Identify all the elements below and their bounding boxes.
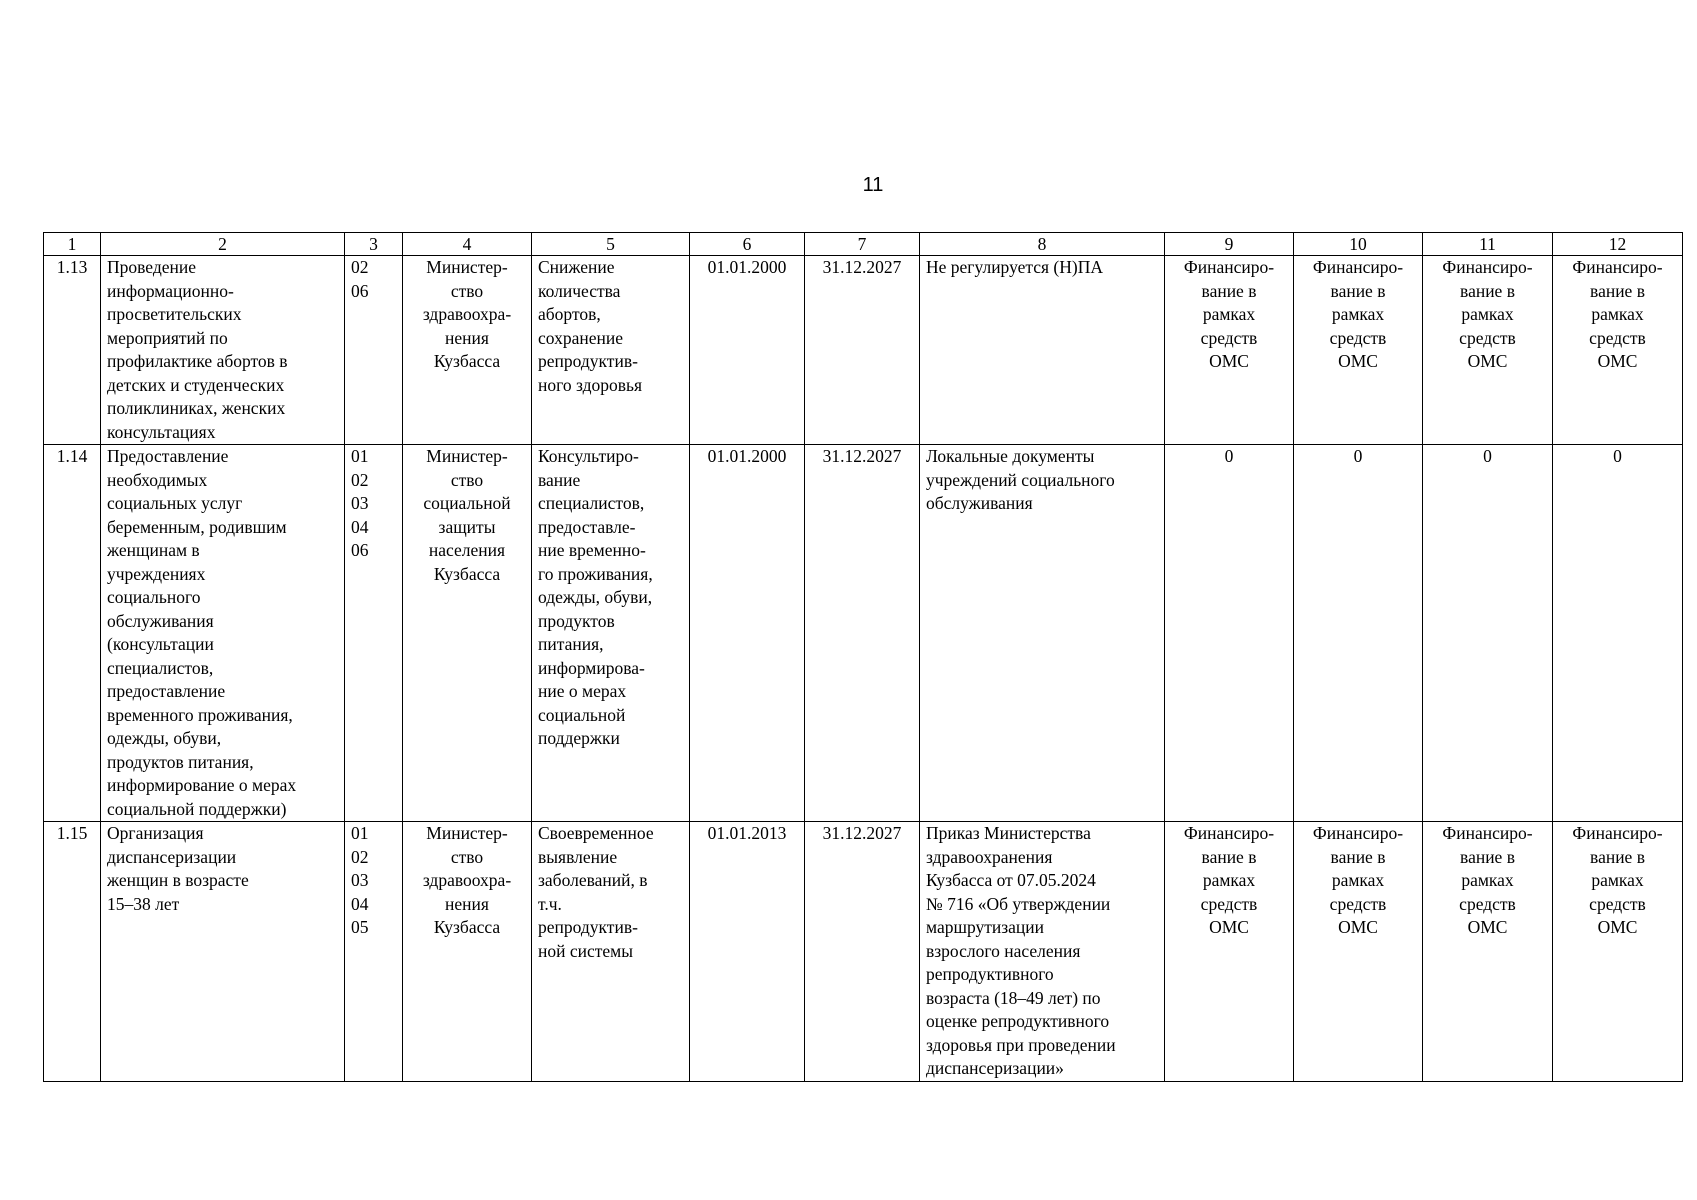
text-line: одежды, обуви,: [107, 728, 222, 748]
text-line: т.ч.: [538, 893, 562, 914]
text-line: вание в: [1330, 280, 1386, 301]
text-line: средств: [1200, 893, 1258, 914]
text-line: рамках: [1202, 304, 1256, 324]
text-line: продуктов: [538, 610, 615, 631]
funding-cell: [1165, 256, 1294, 445]
text-line: ство: [450, 469, 484, 490]
text-line: 0: [1224, 446, 1234, 466]
text-line: консультациях: [107, 421, 216, 442]
text-line: вание в: [1201, 846, 1257, 867]
text-line: поддержки: [538, 728, 620, 748]
text-line: Снижение: [538, 257, 615, 277]
text-line: Своевременное: [538, 823, 654, 843]
text-line: социальной: [538, 704, 626, 725]
row-number: 1.15: [44, 822, 101, 1082]
text-line: № 716 «Об утверждении: [926, 893, 1111, 914]
text-line: 0: [1483, 446, 1492, 466]
text-line: питания,: [538, 634, 604, 654]
text-line: Финансиро-: [1312, 823, 1404, 843]
end-date: 31.12.2027: [805, 256, 920, 445]
start-date: 01.01.2000: [690, 445, 805, 822]
text-line: диспансеризации: [107, 846, 237, 867]
table-row: [44, 445, 1683, 822]
column-header: 12: [1553, 233, 1683, 256]
text-line: 15–38 лет: [107, 893, 180, 914]
text-line: Организация: [107, 823, 204, 843]
text-line: Министер-: [426, 257, 508, 277]
text-line: просветительских: [107, 304, 242, 324]
row-number: 1.13: [44, 256, 101, 445]
text-line: Кузбасса: [433, 351, 501, 371]
text-line: 0: [1613, 446, 1622, 466]
npa-cell: [920, 256, 1165, 445]
codes-cell: [345, 256, 403, 445]
code: 02: [351, 846, 369, 867]
column-header: 9: [1165, 233, 1294, 256]
end-date: 31.12.2027: [805, 822, 920, 1082]
code: 06: [351, 540, 369, 560]
text-line: профилактике абортов в: [107, 351, 288, 371]
codes-cell: [345, 822, 403, 1082]
funding-cell: [1553, 256, 1683, 445]
text-line: количества: [538, 280, 621, 301]
column-header: 2: [101, 233, 345, 256]
text-line: учреждений социального: [926, 469, 1115, 490]
code: 05: [351, 917, 369, 937]
text-line: здравоохра-: [422, 870, 512, 890]
table-row: [44, 822, 1683, 1082]
text-line: ОМС: [1597, 917, 1638, 937]
text-line: рамках: [1591, 870, 1644, 890]
text-line: 0: [1353, 446, 1363, 466]
funding-cell: [1294, 445, 1423, 822]
text-line: Финансиро-: [1442, 257, 1533, 277]
column-header: 3: [345, 233, 403, 256]
event-cell: [101, 256, 345, 445]
text-line: вание в: [1201, 280, 1257, 301]
code: 01: [351, 823, 369, 843]
column-header: 8: [920, 233, 1165, 256]
text-line: Министер-: [426, 446, 508, 466]
text-line: защиты: [438, 516, 496, 537]
text-line: поликлиниках, женских: [107, 398, 286, 418]
text-line: Финансиро-: [1442, 823, 1533, 843]
column-header: 1: [44, 233, 101, 256]
text-line: предоставле-: [538, 516, 636, 537]
funding-cell: [1553, 445, 1683, 822]
text-line: нения: [445, 327, 489, 348]
result-cell: [532, 822, 690, 1082]
funding-cell: [1423, 822, 1553, 1082]
funding-cell: [1423, 256, 1553, 445]
text-line: вание в: [1460, 280, 1515, 301]
funding-cell: [1294, 256, 1423, 445]
code: 02: [351, 257, 369, 277]
text-line: информационно-: [107, 280, 234, 301]
text-line: средств: [1459, 327, 1516, 348]
text-line: сохранение: [538, 327, 623, 348]
text-line: женщинам в: [107, 540, 200, 560]
text-line: Финансиро-: [1183, 823, 1275, 843]
funding-cell: [1553, 822, 1683, 1082]
text-line: специалистов,: [107, 657, 214, 678]
result-cell: [532, 256, 690, 445]
text-line: средств: [1589, 327, 1646, 348]
funding-cell: [1294, 822, 1423, 1082]
text-line: ОМС: [1467, 917, 1508, 937]
result-cell: [532, 445, 690, 822]
code: 03: [351, 493, 369, 513]
npa-cell: [920, 445, 1165, 822]
page-number: 11: [862, 174, 884, 196]
text-line: заболеваний, в: [538, 870, 648, 890]
text-line: Финансиро-: [1183, 257, 1275, 277]
text-line: обслуживания: [926, 493, 1033, 513]
funding-cell: [1423, 445, 1553, 822]
text-line: ство: [450, 280, 484, 301]
text-line: Приказ Министерства: [926, 823, 1091, 843]
text-line: учреждениях: [107, 563, 206, 584]
executor-cell: [403, 445, 532, 822]
text-line: взрослого населения: [926, 940, 1081, 961]
text-line: Министер-: [426, 823, 508, 843]
text-line: продуктов питания,: [107, 751, 254, 772]
text-line: социальной: [423, 493, 511, 513]
text-line: репродуктивного: [926, 964, 1054, 984]
text-line: беременным, родившим: [107, 516, 287, 537]
column-header: 11: [1423, 233, 1553, 256]
column-header: 5: [532, 233, 690, 256]
text-line: вание: [538, 469, 581, 490]
text-line: го проживания,: [538, 563, 653, 584]
text-line: мероприятий по: [107, 327, 228, 348]
column-header: 6: [690, 233, 805, 256]
start-date: 01.01.2000: [690, 256, 805, 445]
event-cell: [101, 822, 345, 1082]
measures-table: [43, 232, 1683, 1082]
text-line: абортов,: [538, 304, 601, 324]
text-line: Кузбасса: [433, 917, 501, 937]
text-line: рамках: [1591, 304, 1644, 324]
text-line: здравоохра-: [422, 304, 512, 324]
code: 04: [351, 516, 369, 537]
text-line: социального: [107, 587, 201, 607]
text-line: ной системы: [538, 940, 634, 961]
text-line: Проведение: [107, 257, 197, 277]
text-line: ОМС: [1597, 351, 1638, 371]
event-cell: [101, 445, 345, 822]
npa-cell: [920, 822, 1165, 1082]
text-line: социальной поддержки): [107, 798, 287, 819]
text-line: ОМС: [1209, 351, 1249, 371]
text-line: информирова-: [538, 657, 645, 678]
text-line: маршрутизации: [926, 917, 1045, 937]
code: 06: [351, 280, 369, 301]
text-line: Не регулируется (Н)ПА: [926, 257, 1103, 277]
text-line: рамках: [1331, 870, 1385, 890]
text-line: ного здоровья: [538, 374, 643, 395]
text-line: средств: [1459, 893, 1516, 914]
text-line: рамках: [1461, 304, 1514, 324]
text-line: вание в: [1590, 280, 1645, 301]
codes-cell: [345, 445, 403, 822]
text-line: информирование о мерах: [107, 775, 297, 795]
text-line: одежды, обуви,: [538, 587, 653, 607]
text-line: ОМС: [1209, 917, 1249, 937]
text-line: рамках: [1331, 304, 1385, 324]
text-line: средств: [1200, 327, 1258, 348]
text-line: диспансеризации»: [926, 1058, 1064, 1078]
text-line: специалистов,: [538, 493, 645, 513]
row-number: 1.14: [44, 445, 101, 822]
text-line: населения: [428, 540, 506, 560]
text-line: оценке репродуктивного: [926, 1011, 1110, 1031]
text-line: ние временно-: [538, 540, 646, 560]
text-line: репродуктив-: [538, 917, 638, 937]
text-line: необходимых: [107, 469, 208, 490]
executor-cell: [403, 256, 532, 445]
text-line: здравоохранения: [926, 846, 1053, 867]
text-line: выявление: [538, 846, 618, 867]
text-line: Кузбасса: [433, 563, 501, 584]
code: 02: [351, 469, 369, 490]
text-line: Консультиро-: [538, 446, 639, 466]
text-line: ОМС: [1338, 917, 1378, 937]
text-line: временного проживания,: [107, 704, 293, 725]
text-line: репродуктив-: [538, 351, 638, 371]
funding-cell: [1165, 445, 1294, 822]
start-date: 01.01.2013: [690, 822, 805, 1082]
text-line: Локальные документы: [926, 446, 1095, 466]
text-line: предоставление: [107, 681, 226, 701]
text-line: нения: [445, 893, 489, 914]
text-line: рамках: [1461, 870, 1514, 890]
text-line: детских и студенческих: [107, 374, 285, 395]
funding-cell: [1165, 822, 1294, 1082]
text-line: средств: [1329, 327, 1387, 348]
text-line: женщин в возрасте: [107, 870, 249, 890]
text-line: ОМС: [1467, 351, 1508, 371]
column-header: 4: [403, 233, 532, 256]
text-line: Финансиро-: [1312, 257, 1404, 277]
header-row: [44, 233, 1683, 256]
text-line: Финансиро-: [1572, 257, 1663, 277]
text-line: Предоставление: [107, 446, 229, 466]
code: 04: [351, 893, 369, 914]
text-line: обслуживания: [107, 610, 214, 631]
column-header: 10: [1294, 233, 1423, 256]
text-line: Финансиро-: [1572, 823, 1663, 843]
text-line: вание в: [1330, 846, 1386, 867]
table-row: [44, 256, 1683, 445]
text-line: ние о мерах: [538, 681, 627, 701]
code: 01: [351, 446, 369, 466]
text-line: вание в: [1460, 846, 1515, 867]
text-line: социальных услуг: [107, 493, 243, 513]
text-line: возраста (18–49 лет) по: [926, 987, 1101, 1008]
text-line: (консультации: [107, 634, 214, 654]
text-line: здоровья при проведении: [926, 1034, 1116, 1055]
text-line: Кузбасса от 07.05.2024: [926, 870, 1096, 890]
text-line: вание в: [1590, 846, 1645, 867]
text-line: ОМС: [1338, 351, 1378, 371]
text-line: средств: [1329, 893, 1387, 914]
text-line: средств: [1589, 893, 1646, 914]
text-line: рамках: [1202, 870, 1256, 890]
end-date: 31.12.2027: [805, 445, 920, 822]
code: 03: [351, 870, 369, 890]
column-header: 7: [805, 233, 920, 256]
text-line: ство: [450, 846, 484, 867]
executor-cell: [403, 822, 532, 1082]
